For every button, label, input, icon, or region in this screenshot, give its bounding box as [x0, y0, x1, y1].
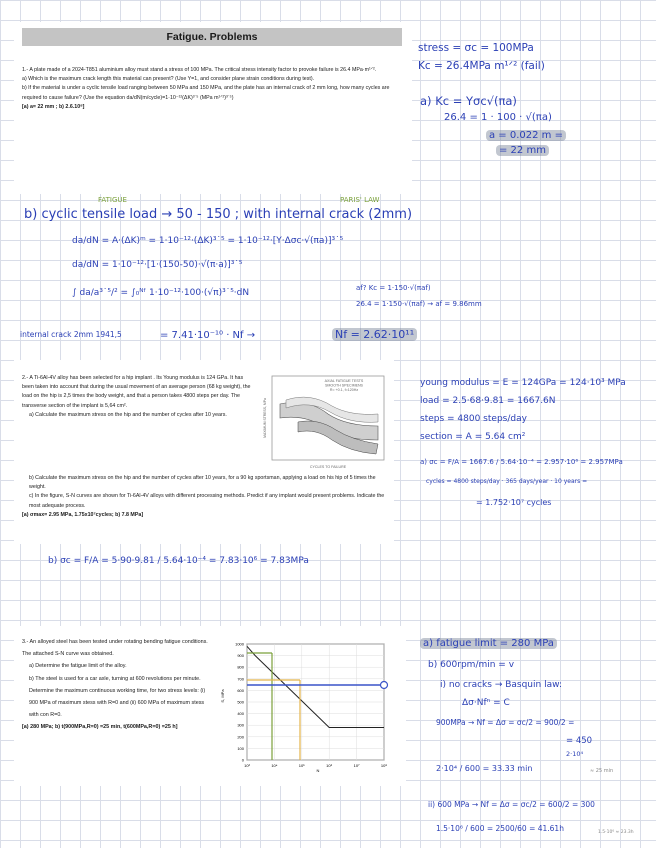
- note-stress-b: b) σc = F/A = 5·90·9.81 / 5.64·10⁻⁴ = 7.83·10⁶ = 7.83MPa: [48, 556, 309, 566]
- problem-2-part-c: c) In the figure, S-N curves are shown for Ti-6Al-4V alloys with different processing methods. Predict if any implant would present problems. Indicate the most adequate process.: [29, 493, 385, 509]
- steel-sn-chart: [218, 634, 406, 774]
- chart-ytick-label: 600: [237, 687, 244, 693]
- chart-xtick-label: 10⁶: [326, 763, 333, 768]
- note-basquin-formula: Δσ·Nfⁿ = C: [462, 698, 510, 708]
- problem-2-part-a: a) Calculate the maximum stress on the hip and the number of cycles after 10 years.: [29, 411, 227, 418]
- note-integral: ∫ da/a³˙⁵/² = ∫₀ᴺᶠ 1·10⁻¹²·100·(√π)³˙⁵·dN: [72, 288, 250, 298]
- note-internal-crack: internal crack 2mm 1941,5: [20, 330, 122, 339]
- chart-xtick-label: 10⁸: [380, 763, 388, 768]
- problem-3-part-b: b) The steel is used for a car axle, turning at 600 revolutions per minute. Determine the maximum continuous working time, for two stress levels: (i) 900 MPa of maximum stess with R=0 and (ii) 600 MPa of maximum stess with con R=0.: [29, 675, 206, 719]
- note-stress: stress = σc = 100MPa: [418, 42, 534, 54]
- problem-1-part-b: b) If the material is under a cyclic tensile load ranging between 50 MPa and 150 MPa, and the plate has an internal crack of 2 mm long, how many cycles are required to cause failure? (Use the equation da/dN(m/cycle)=1·10⁻¹²(ΔK)³˙⁵ (MPa m¹ᐟ²)³˙⁵): [22, 85, 390, 101]
- problem-2-part-b: b) Calculate the maximum stress on the hip and the number of cycles after 10 years, for a 90 kg sportsman, applying a load on his hip of 5 times the weight.: [29, 475, 376, 491]
- problem-1-part-a: a) Which is the maximum crack length this material can present? (Use Y=1, and consider plane strain conditions during test).: [22, 76, 315, 83]
- chart-ytick-label: 100: [237, 745, 244, 751]
- note-fatigue-limit-value: a) fatigue limit = 280 MPa: [420, 638, 557, 649]
- note-crack-m: [486, 130, 566, 141]
- note-fatigue-tag: FATIGUE: [98, 196, 127, 204]
- chart-ytick-label: 700: [237, 676, 244, 682]
- problem-1-intro: 1.- A plate made of a 2024-T851 aluminium alloy must stand a stress of 100 MPa. The critical stress intensity factor to provoke failure is 26.4 MPa·m¹ᐟ².: [22, 67, 377, 73]
- note-section: section = A = 5.64 cm²: [420, 432, 526, 442]
- chart-xtick-label: 10⁵: [298, 763, 305, 768]
- note-900-case: 900MPa → Nf = Δσ = σc/2 = 900/2 =: [436, 718, 575, 727]
- page-title: Fatigue. Problems: [22, 28, 402, 46]
- note-crack-mm-value: = 22 mm: [496, 145, 549, 156]
- note-25min: ≈ 25 min: [590, 768, 614, 774]
- note-cycles: cycles = 4800 steps/day · 365 days/year · 10 years =: [426, 478, 588, 485]
- note-stress-a: a) σc = F/A = 1667.6 / 5.64·10⁻⁴ = 2.957·10⁶ = 2.957MPa: [420, 458, 623, 466]
- ti-sn-figure-title: AXIAL FATIGUE TESTS SMOOTH SPECIMENS R= +0.1, f=120Hz: [324, 379, 364, 392]
- note-load: load = 2.5·68·9.81 = 1667.6N: [420, 396, 556, 406]
- note-time-900: 2·10⁴ / 600 = 33.33 min: [436, 764, 533, 773]
- chart-xtick-label: 10⁴: [271, 763, 278, 768]
- chart-grid: [247, 644, 384, 760]
- note-af-question: af? Kc = 1·150·√(πaf): [356, 284, 431, 292]
- note-23h: 1.5·10⁶ ≈ 23.3h: [598, 830, 634, 835]
- problem-2-text: [22, 374, 254, 420]
- chart-ytick-label: 0: [241, 757, 244, 763]
- note-af-result: 26.4 = 1·150·√(πaf) → af = 9.86mm: [356, 300, 482, 308]
- note-time-600: 1.5·10⁶ / 600 = 2500/60 = 41.61h: [436, 824, 564, 833]
- problem-1-answer: [a) a= 22 mm ; b) 2.6.10⁸]: [22, 103, 85, 110]
- problem-1-text: [22, 66, 400, 112]
- note-nf-result: [332, 328, 417, 341]
- note-600-case: ii) 600 MPa → Nf = Δσ = σc/2 = 600/2 = 300: [428, 800, 595, 809]
- ti-sn-figure-ylabel: MAXIMUM STRESS, MPa: [263, 398, 267, 438]
- problem-3-part-a: a) Determine the fatigue limit of the alloy.: [29, 663, 127, 670]
- note-young: young modulus = E = 124GPa = 124·10³ MPa: [420, 378, 626, 388]
- note-fatigue-limit: [420, 638, 557, 649]
- chart-ytick-label: 900: [237, 653, 244, 659]
- chart-ylabel: S, MPa: [220, 689, 225, 703]
- note-basquin: i) no cracks → Basquin law:: [440, 680, 562, 690]
- note-paris-sub: da/dN = 1·10⁻¹²·[1·(150-50)·√(π·a)]³˙⁵: [72, 260, 243, 270]
- note-crack-m-value: a = 0.022 m =: [486, 130, 566, 141]
- note-substitution: 26.4 = 1 · 100 · √(πa): [444, 112, 552, 123]
- chart-ytick-label: 800: [237, 664, 244, 670]
- note-nf-equation: = 7.41·10⁻¹⁰ · Nf →: [160, 330, 256, 341]
- note-crack-mm: [496, 145, 549, 156]
- note-cycles-result: = 1.752·10⁷ cycles: [476, 498, 552, 507]
- note-steps: steps = 4800 steps/day: [420, 414, 527, 424]
- chart-ytick-label: 300: [237, 722, 244, 728]
- problem-3-intro: 3.- An alloyed steel has been tested under rotating bending fatigue conditions. The attached S-N curve was obtained.: [22, 639, 208, 658]
- chart-ytick-label: 400: [237, 711, 244, 717]
- problem-2-text-wide: [22, 474, 388, 520]
- ti-sn-figure: [258, 370, 388, 476]
- note-2e4: 2·10⁴: [566, 750, 584, 758]
- chart-xtick-label: 10⁷: [353, 763, 360, 768]
- note-rpm: b) 600rpm/min = v: [428, 660, 515, 670]
- problem-3-text: [22, 636, 208, 734]
- note-kc: Kc = 26.4MPa m¹ᐟ² (fail): [418, 60, 545, 72]
- chart-xlabel: N: [316, 768, 320, 773]
- problem-2-answer: [a) σmax= 2.95 MPa, 1.75x10⁷cycles; b) 7.8 MPa]: [22, 511, 144, 518]
- note-450: = 450: [566, 736, 593, 746]
- chart-xtick-label: 10³: [244, 763, 250, 768]
- note-paris-tag: PARIS' LAW: [340, 196, 380, 204]
- note-part-b-heading: b) cyclic tensile load → 50 - 150 ; with internal crack (2mm): [24, 207, 413, 222]
- problem-2-intro: 2.- A Ti-6Al-4V alloy has been selected for a hip implant . Its Young modulus is 124 GPa. It has been taken into account that during the usual movement of an average person (68 kg weight), the load on the hip is 2,5 times the body weight, and that a person takes 4800 steps per day. The transverse section of the implant is 5,64 cm².: [22, 375, 251, 409]
- ti-sn-figure-xlabel: CYCLES TO FAILURE: [309, 465, 347, 469]
- note-nf-result-value: Nf = 2.62·10¹¹: [332, 328, 417, 341]
- problem-3-answer: [a) 280 MPa; b) t(900MPa,R=0) =25 min, t(600MPa,R=0) =25 h]: [22, 724, 178, 731]
- note-paris-law: da/dN = A·(ΔK)ᵐ = 1·10⁻¹²·(ΔK)³˙⁵ = 1·10⁻¹²·[Y·Δσc·√(πa)]³˙⁵: [72, 236, 344, 246]
- chart-ytick-label: 500: [237, 699, 244, 705]
- chart-ytick-label: 1000: [235, 641, 244, 647]
- chart-ytick-label: 200: [237, 734, 244, 740]
- note-kc-formula: a) Kc = Yσc√(πa): [420, 94, 517, 108]
